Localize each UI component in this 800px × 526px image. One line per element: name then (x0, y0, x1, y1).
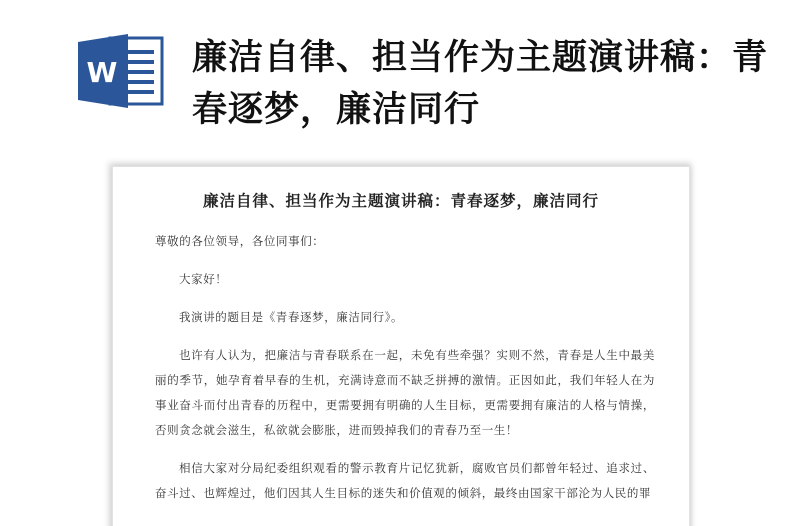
header (0, 0, 800, 140)
paragraph-body-2: 相信大家对分局纪委组织观看的警示教育片记忆犹新，腐败官员们都曾年轻过、追求过、奋斗过、也辉煌过，他们因其人生目标的迷失和价值观的倾斜，最终由国家干部沦为人民的罪 (155, 461, 655, 500)
document-title: 廉洁自律、担当作为主题演讲稿：青春逐梦，廉洁同行 (202, 191, 599, 210)
paragraph-topic: 我演讲的题目是《青春逐梦，廉洁同行》。 (179, 310, 404, 324)
page-title: 廉洁自律、担当作为主题演讲稿：青春逐梦，廉洁同行 (192, 38, 769, 130)
paragraph-salutation: 尊敬的各位领导，各位同事们： (155, 234, 325, 248)
paragraph-body-1: 也许有人认为，把廉洁与青春联系在一起，未免有些牵强？实则不然，青春是人生中最美丽的季节，她孕育着早春的生机，充满诗意而不缺乏拼搏的激情。正因如此，我们年轻人在为事业奋斗而付出青春的历程中，更需要拥有明确的人生目标，更需要拥有廉洁的人格与情操，否则贪念就会滋生，私欲就会膨胀，进而毁掉我们的青春乃至一生！ (155, 348, 655, 437)
paragraph-greeting: 大家好！ (179, 272, 228, 286)
word-icon-letter: W (86, 56, 118, 89)
document-page (112, 166, 690, 526)
document-body (155, 229, 655, 519)
word-doc-icon (76, 32, 166, 110)
